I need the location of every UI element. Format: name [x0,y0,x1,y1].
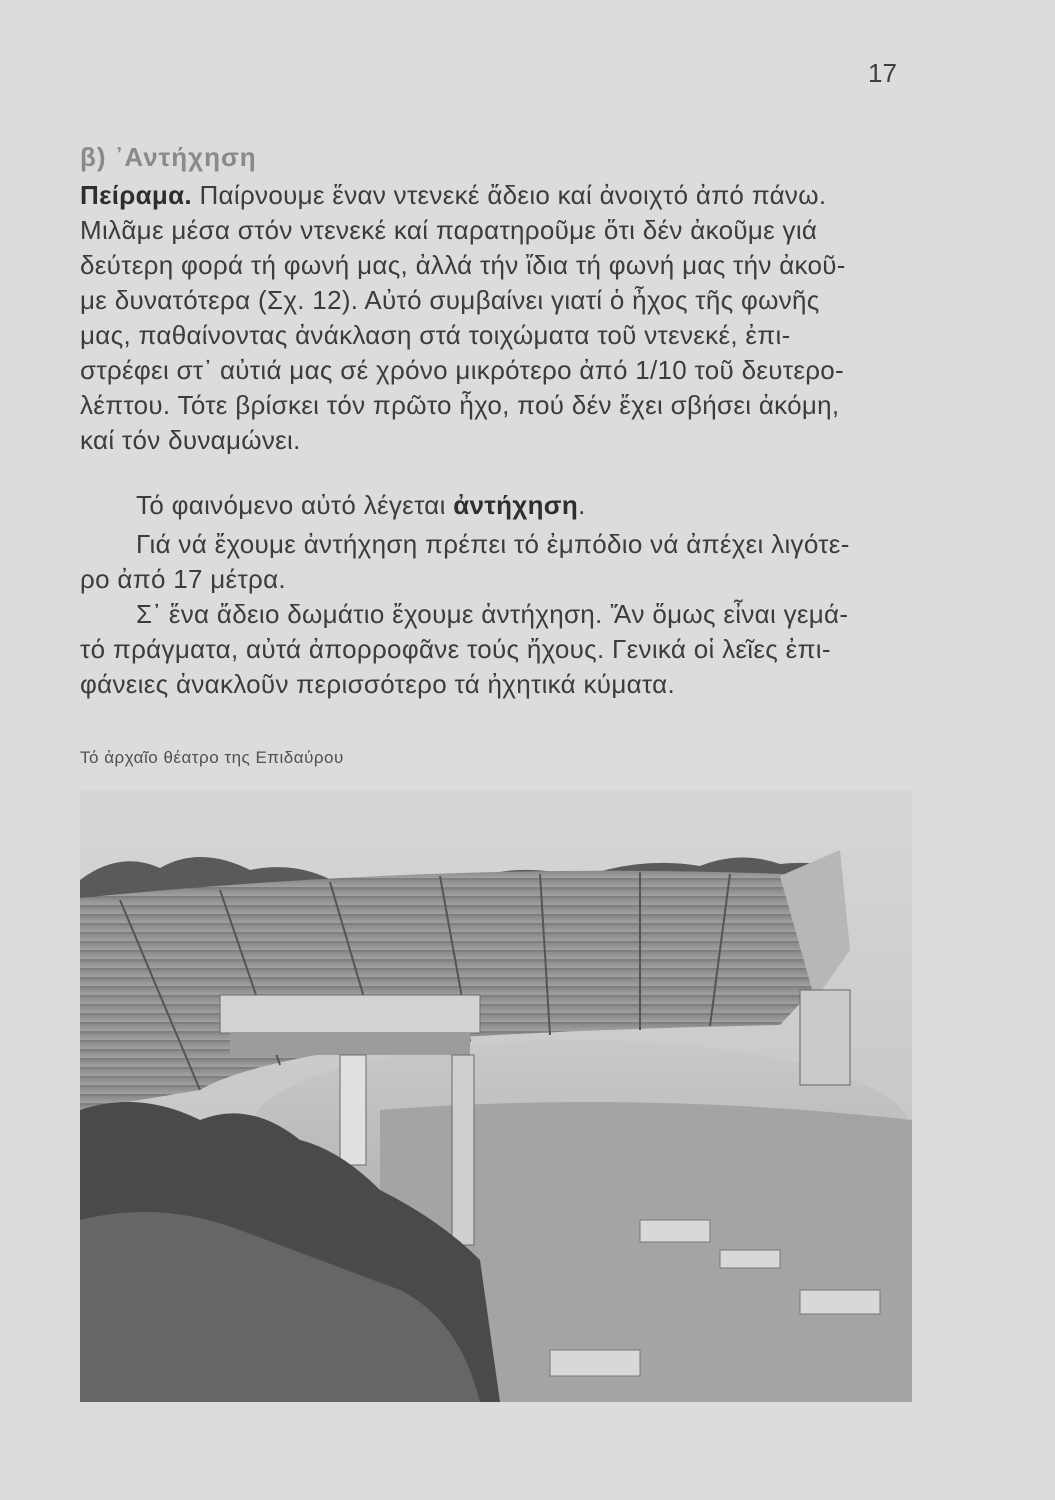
text-line [80,178,918,213]
lead-word: Πείραμα. [80,180,192,210]
paragraph-distance [80,527,918,597]
gate-beam [230,1033,470,1055]
text-line: μας, παθαίνοντας ἀνάκλαση στά τοιχώματα τοῦ ντενεκέ, ἐπι- [80,320,791,350]
text-line: ρο ἀπό 17 μέτρα. [80,564,286,594]
text-line: καί τόν δυναμώνει. [80,425,301,455]
text-line-end: . [578,490,586,520]
text-line [80,488,918,523]
figure-caption: Τό ἀρχαῖο θέατρο της Επιδαύρου [80,748,344,767]
text-line: τό πράγματα, αὐτά ἀπορροφᾶνε τούς ἤχους. Γενικά οἱ λεῖες ἐπι- [80,634,831,664]
page-number: 17 [868,58,897,88]
section-heading: β) ᾿Αντήχηση [80,142,257,172]
text-line-part: Παίρνουμε ἕναν ντενεκέ ἄδειο καί ἀνοιχτό ἀπό πάνω. [191,180,827,210]
term-echo: ἀντήχηση [453,490,579,520]
text-line: Γιά νά ἔχουμε ἀντήχηση πρέπει τό ἐμπόδιο νά ἀπέχει λιγότε- [136,529,850,559]
paragraph-definition [80,488,918,523]
gate-pillar [340,1055,366,1165]
text-line: Σ᾿ ἕνα ἄδειο δωμάτιο ἔχουμε ἀντήχηση. Ἄν ὅμως εἶναι γεμά- [136,599,849,629]
text-line-part: Τό φαινόμενο αὐτό λέγεται [136,490,454,520]
text-line: δεύτερη φορά τή φωνή μας, ἀλλά τήν ἴδια τή φωνή μας τήν ἀκοῦ- [80,250,846,280]
text-line: λέπτου. Τότε βρίσκει τόν πρῶτο ἦχο, πού δέν ἔχει σβήσει ἀκόμη, [80,390,840,420]
photo-ancient-theatre-icon [80,790,912,1402]
text-line: στρέφει στ᾿ αὐτιά μας σέ χρόνο μικρότερο ἀπό 1/10 τοῦ δευτερο- [80,355,845,385]
paragraph-experiment [80,178,918,458]
ruin-structure [800,990,850,1085]
paragraph-room [80,597,918,702]
text-line: Μιλᾶμε μέσα στόν ντενεκέ καί παρατηροῦμε ὅτι δέν ἀκοῦμε γιά [80,215,818,245]
gate-pillar [452,1055,474,1245]
text-line: με δυνατότερα (Σχ. 12). Αὐτό συμβαίνει γιατί ὁ ἦχος τῆς φωνῆς [80,285,820,315]
text-line: φάνειες ἀνακλοῦν περισσότερο τά ἠχητικά κύματα. [80,669,675,699]
theatre-photo [80,790,912,1402]
gate-lintel [220,995,480,1033]
